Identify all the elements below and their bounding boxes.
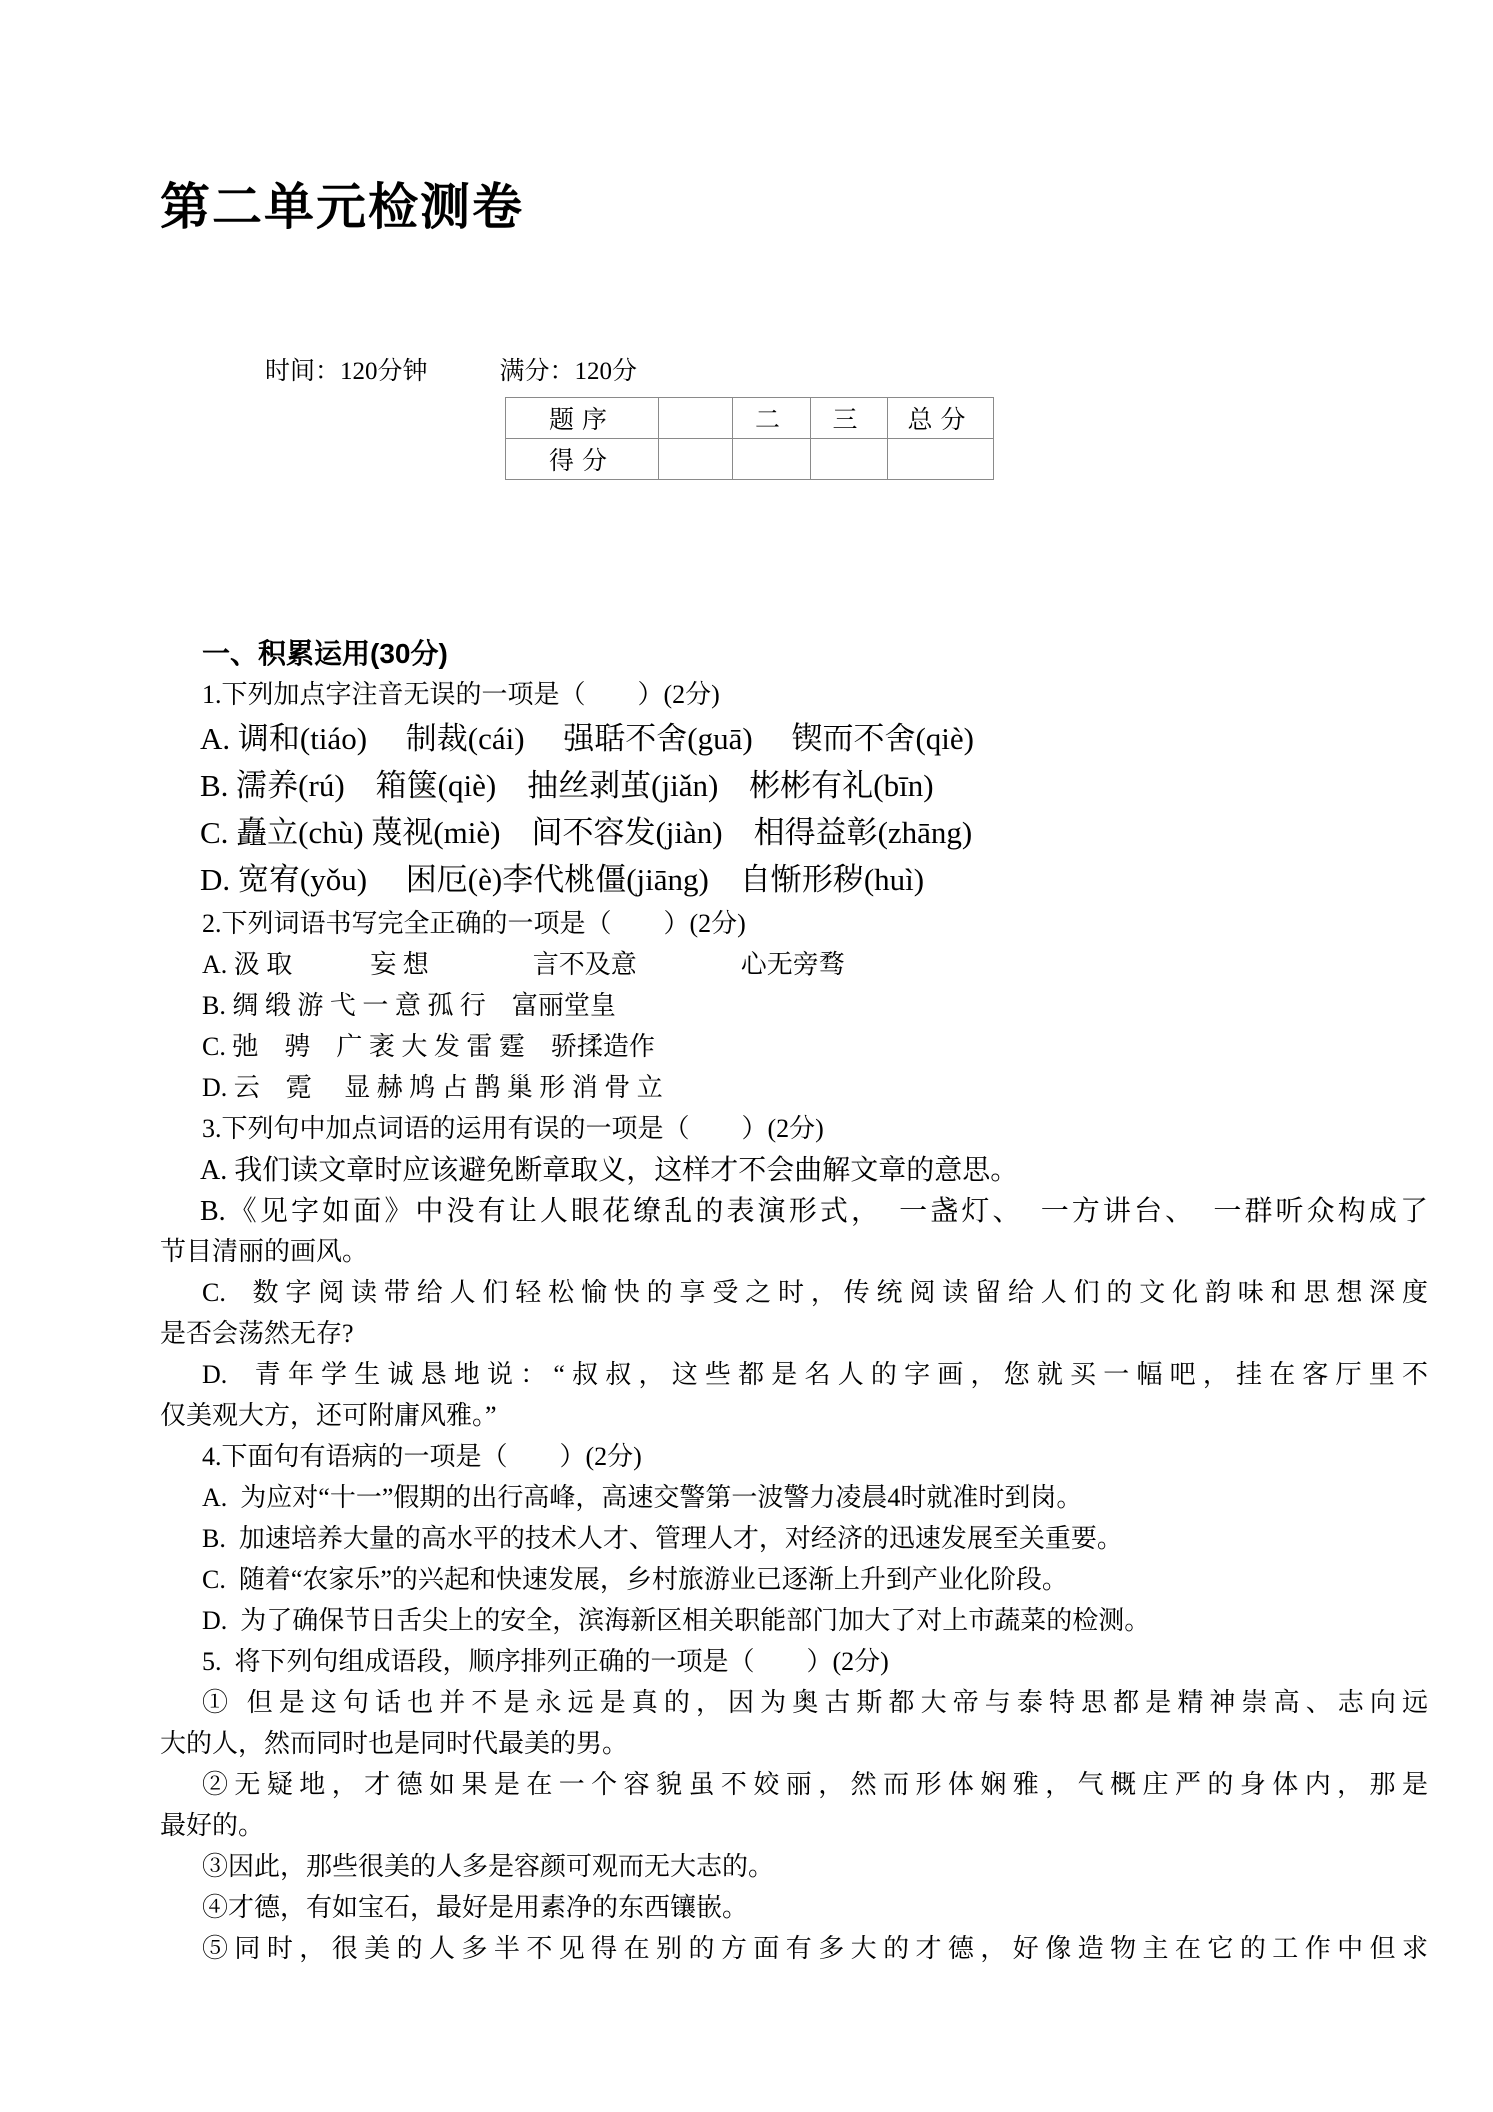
- exam-info-line: [265, 357, 1493, 387]
- text-line: D. 为了确保节日舌尖上的安全，滨海新区相关职能部门加大了对上市蔬菜的检测。: [202, 1606, 1151, 1635]
- text-line: ④才德，有如宝石，最好是用素净的东西镶嵌。: [202, 1893, 749, 1922]
- text-line: 大的人，然而同时也是同时代最美的男。: [160, 1729, 629, 1758]
- score-cell-empty: [888, 439, 994, 480]
- text-line: 1.下列加点字注音无误的一项是（ ）(2分): [202, 680, 720, 709]
- score-cell-empty: [659, 439, 733, 480]
- table-col-1: [659, 398, 733, 439]
- text-line: 一、积累运用(30分): [202, 638, 448, 669]
- table-col-3: 三: [811, 398, 888, 439]
- text-line: C. 弛 骋 广 袤 大 发 雷 霆 骄揉造作: [202, 1032, 655, 1061]
- text-line: D. 宽宥(yǒu) 困厄(è)李代桃僵(jiāng) 自惭形秽(huì): [200, 862, 925, 897]
- body-lines: [160, 640, 1428, 1962]
- score-cell-empty: [811, 439, 888, 480]
- text-line: C. 数字阅读带给人们轻松愉快的享受之时，传统阅读留给人们的文化韵味和思想深度: [202, 1278, 1428, 1307]
- text-line: 是否会荡然无存?: [160, 1319, 354, 1348]
- score-cell-empty: [733, 439, 811, 480]
- text-line: D. 青年学生诚恳地说：“叔叔，这些都是名人的字画，您就买一幅吧，挂在客厅里不: [202, 1360, 1428, 1389]
- text-line: B. 加速培养大量的高水平的技术人才、管理人才，对经济的迅速发展至关重要。: [202, 1524, 1123, 1553]
- text-line: B. 濡养(rú) 箱箧(qiè) 抽丝剥茧(jiǎn) 彬彬有礼(bīn): [200, 768, 934, 803]
- text-line: A. 我们读文章时应该避免断章取义，这样才不会曲解文章的意思。: [200, 1155, 1019, 1186]
- text-line: ① 但是这句话也并不是永远是真的，因为奥古斯都大帝与泰特思都是精神崇高、志向远: [202, 1688, 1428, 1717]
- score-table-score-row: [506, 439, 994, 480]
- table-col-total: 总分: [888, 398, 994, 439]
- score-table: [505, 397, 1493, 480]
- text-line: 4.下面句有语病的一项是（ ）(2分): [202, 1442, 642, 1471]
- text-line: ②无疑地，才德如果是在一个容貌虽不姣丽，然而形体娴雅，气概庄严的身体内，那是: [202, 1770, 1428, 1799]
- text-line: 3.下列句中加点词语的运用有误的一项是（ ）(2分): [202, 1114, 824, 1143]
- time-label: 时间：120分钟: [265, 358, 428, 385]
- score-table-header-row: [506, 398, 994, 439]
- text-line: A. 调和(tiáo) 制裁(cái) 强聒不舍(guā) 锲而不舍(qiè): [200, 721, 974, 756]
- text-line: D. 云 霓 显 赫 鸠 占 鹊 巢 形 消 骨 立: [202, 1073, 663, 1102]
- table-label-score: 得分: [506, 439, 659, 480]
- text-line: 仅美观大方，还可附庸风雅。”: [160, 1401, 497, 1430]
- text-line: C. 矗立(chù) 蔑视(miè) 间不容发(jiàn) 相得益彰(zhāng): [200, 815, 973, 850]
- text-line: ⑤同时，很美的人多半不见得在别的方面有多大的才德，好像造物主在它的工作中但求: [202, 1934, 1428, 1963]
- text-line: 2.下列词语书写完全正确的一项是（ ）(2分): [202, 909, 746, 938]
- text-line: 5. 将下列句组成语段，顺序排列正确的一项是（ ）(2分): [202, 1647, 889, 1676]
- text-line: 最好的。: [160, 1811, 265, 1840]
- text-line: C. 随着“农家乐”的兴起和快速发展，乡村旅游业已逐渐上升到产业化阶段。: [202, 1565, 1068, 1594]
- text-line: A. 汲 取 妄 想 言不及意 心无旁骛: [202, 950, 845, 979]
- fullscore-label: 满分：120分: [499, 358, 638, 385]
- text-line: 节目清丽的画风。: [160, 1237, 369, 1266]
- text-line: ③因此，那些很美的人多是容颜可观而无大志的。: [202, 1852, 775, 1881]
- text-line: B.《见字如面》中没有让人眼花缭乱的表演形式， 一盏灯、 一方讲台、 一群听众构成了: [200, 1196, 1428, 1227]
- text-line: A. 为应对“十一”假期的出行高峰，高速交警第一波警力凌晨4时就准时到岗。: [202, 1483, 1083, 1512]
- table-label-question-order: 题序: [506, 398, 659, 439]
- page-title: 第二单元检测卷: [160, 179, 524, 235]
- table-col-2: 二: [733, 398, 811, 439]
- text-line: B. 绸 缎 游 弋 一 意 孤 行 富丽堂皇: [202, 991, 616, 1020]
